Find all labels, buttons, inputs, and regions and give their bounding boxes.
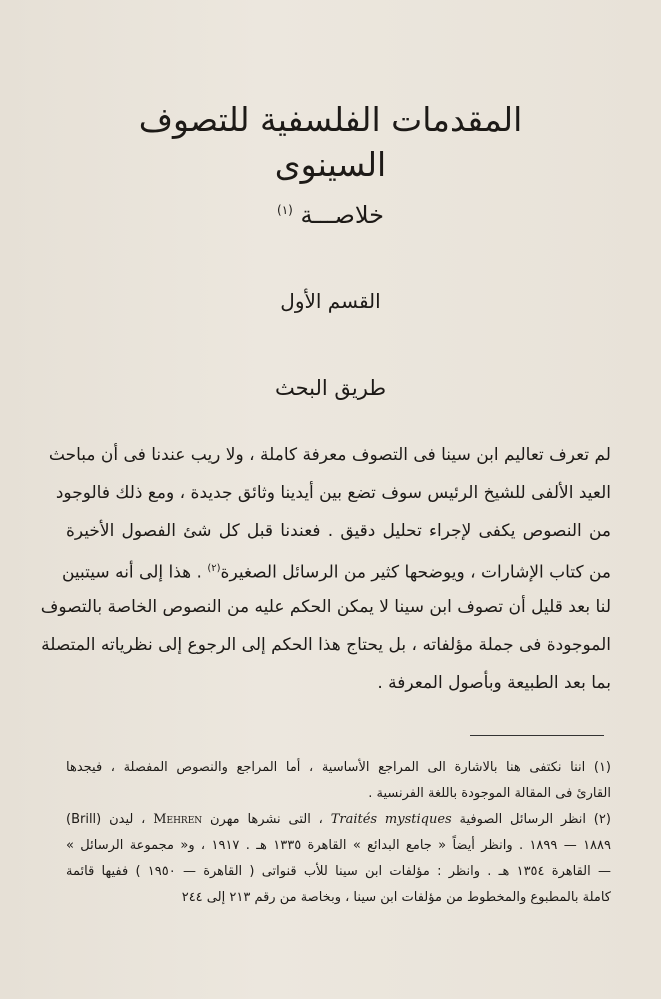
page-title-line-1: المقدمات الفلسفية للتصوف [138,100,523,139]
summary-heading [0,195,661,230]
body-line: بما بعد الطبيعة وبأصول المعرفة . [377,673,611,693]
footnote-ref-1: (١) [277,203,293,217]
body-line-part: من كتاب الإشارات ، ويوضحها كثير من الرسائل الصغيرة [220,562,611,583]
footnote-2-line: ١٨٨٩ — ١٨٩٩ . وانظر أيضاً « جامع البدائع » القاهرة ١٣٣٥ هـ . ١٩١٧ ، و« مجموعة الرسائل » [66,838,611,853]
body-line: العيد الألفى للشيخ الرئيس سوف تضع بين أيدينا وثائق جديدة ، ومع ذلك فالوجود [55,483,611,503]
footnotes [66,755,611,911]
latin-publisher: (Brill) [66,812,102,827]
summary-label: خلاصـــة [300,201,384,229]
body-line: لم تعرف تعاليم ابن سينا فى التصوف معرفة كاملة ، ولا ريب عندنا فى أن مباحث [48,445,611,465]
footnote-text: انظر الرسائل الصوفية [459,812,586,827]
section-heading: طريق البحث [274,376,387,400]
footnote-text: ، التى نشرها مهرن [209,812,323,827]
latin-name: Mehren [153,812,203,827]
body-line [61,550,611,588]
footnote-1-line [66,755,611,781]
footnote-2-line [66,807,611,833]
footnote-1-line: القارئ فى المقالة الموجودة باللغة الفرنسية . [368,786,611,801]
body-line: الموجودة فى جملة مؤلفاته ، بل يحتاج هذا الحكم إلى الرجوع إلى نظرياته المتصلة [41,635,611,655]
footnote-number: (١) [593,760,611,775]
part-heading: القسم الأول [280,289,381,313]
footnote-divider [470,735,604,736]
body-line-part: . هذا إلى أنه سيتبين [61,562,202,583]
footnote-ref-2: (٢) [207,563,221,574]
footnote-2-line: — القاهرة ١٣٥٤ هـ . وانظر : مؤلفات ابن سينا للأب قنواتى ( القاهرة — ١٩٥٠ ) ففيها قائمة [66,864,611,879]
footnote-2-line: كاملة بالمطبوع والمخطوط من مؤلفات ابن سينا ، وبخاصة من رقم ٢١٣ إلى ٢٤٤ [181,890,611,905]
footnote-number: (٢) [593,812,611,827]
footnote-text: اننا نكتفى هنا بالاشارة الى المراجع الأساسية ، أما المراجع والنصوص المفصلة ، فيجدها [66,760,586,775]
body-line: لنا بعد قليل أن تصوف ابن سينا لا يمكن الحكم عليه من النصوص الخاصة بالتصوف [40,597,611,617]
footnote-text: ، ليدن [109,812,146,827]
body-text [40,436,611,702]
latin-title: Traités mystiques [330,812,452,827]
body-line: من النصوص يكفى لإجراء تحليل دقيق . فعندنا قبل كل شئ الفصول الأخيرة [66,521,611,541]
page-title-line-2: السينوى [274,145,387,184]
